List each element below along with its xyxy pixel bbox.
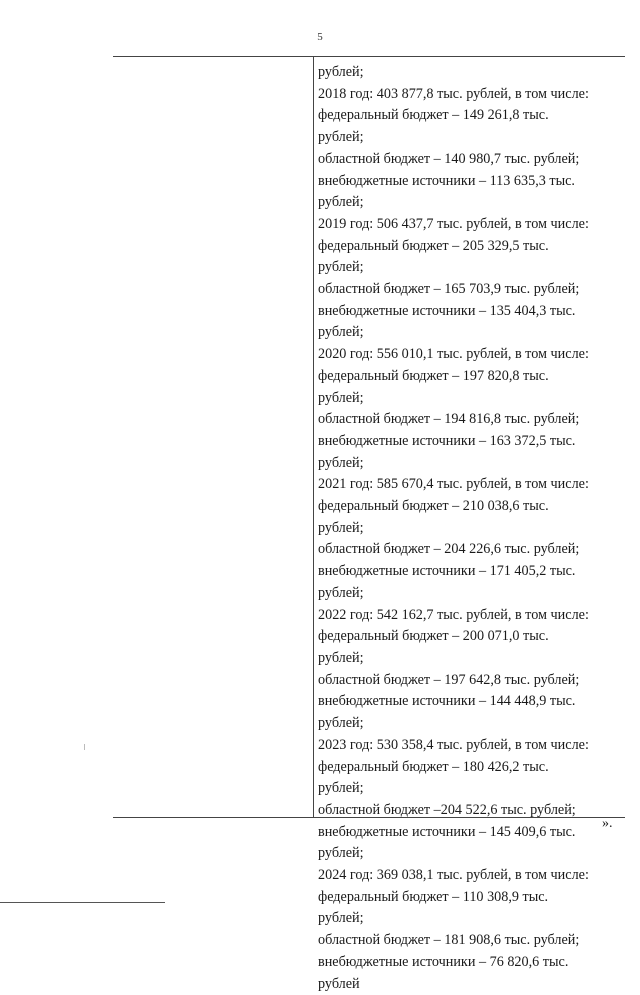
funding-line: рублей; xyxy=(318,129,364,146)
funding-line: областной бюджет – 165 703,9 тыс. рублей; xyxy=(318,281,580,298)
funding-line: рублей; xyxy=(318,519,364,536)
funding-line: внебюджетные источники – 171 405,2 тыс. xyxy=(318,563,576,580)
funding-line: областной бюджет –204 522,6 тыс. рублей; xyxy=(318,801,576,818)
table-label-cell xyxy=(113,57,313,817)
funding-line: областной бюджет – 197 642,8 тыс. рублей; xyxy=(318,671,580,688)
funding-line: рублей xyxy=(318,975,360,992)
funding-line: областной бюджет – 194 816,8 тыс. рублей; xyxy=(318,411,580,428)
funding-line: федеральный бюджет – 180 426,2 тыс. xyxy=(318,758,549,775)
funding-line: рублей; xyxy=(318,64,364,80)
funding-line: рублей; xyxy=(318,324,364,341)
funding-line: 2019 год: 506 437,7 тыс. рублей, в том числе: xyxy=(318,215,589,232)
funding-line: рублей; xyxy=(318,715,364,732)
funding-line: областной бюджет – 181 908,6 тыс. рублей; xyxy=(318,932,580,949)
funding-line: областной бюджет – 140 980,7 тыс. рублей; xyxy=(318,150,580,167)
funding-line: 2022 год: 542 162,7 тыс. рублей, в том числе: xyxy=(318,606,589,623)
funding-line: 2024 год: 369 038,1 тыс. рублей, в том числе: xyxy=(318,867,589,884)
funding-line: 2021 год: 585 670,4 тыс. рублей, в том числе: xyxy=(318,476,589,493)
funding-line: федеральный бюджет – 197 820,8 тыс. xyxy=(318,367,549,384)
funding-line: федеральный бюджет – 205 329,5 тыс. xyxy=(318,237,549,254)
funding-line: 2023 год: 530 358,4 тыс. рублей, в том числе: xyxy=(318,736,589,753)
funding-line: рублей; xyxy=(318,649,364,666)
funding-line: областной бюджет – 204 226,6 тыс. рублей; xyxy=(318,541,580,558)
funding-details-cell xyxy=(318,62,625,995)
funding-line: рублей; xyxy=(318,389,364,406)
margin-mark xyxy=(84,744,85,750)
footnote-rule xyxy=(0,902,165,903)
funding-line: рублей; xyxy=(318,454,364,471)
column-divider xyxy=(313,57,314,817)
funding-line: рублей; xyxy=(318,780,364,797)
funding-line: 2020 год: 556 010,1 тыс. рублей, в том числе: xyxy=(318,346,589,363)
funding-line: рублей; xyxy=(318,194,364,211)
funding-line: рублей; xyxy=(318,259,364,276)
funding-line: рублей; xyxy=(318,910,364,927)
funding-line: внебюджетные источники – 113 635,3 тыс. xyxy=(318,172,575,189)
page-number: 5 xyxy=(317,31,323,43)
funding-line: 2018 год: 403 877,8 тыс. рублей, в том числе: xyxy=(318,85,589,102)
funding-line: внебюджетные источники – 144 448,9 тыс. xyxy=(318,693,576,710)
funding-line: федеральный бюджет – 149 261,8 тыс. xyxy=(318,107,549,124)
funding-line: федеральный бюджет – 210 038,6 тыс. xyxy=(318,498,549,515)
funding-line: внебюджетные источники – 163 372,5 тыс. xyxy=(318,432,576,449)
funding-line: внебюджетные источники – 76 820,6 тыс. xyxy=(318,953,569,970)
funding-line: федеральный бюджет – 200 071,0 тыс. xyxy=(318,628,549,645)
funding-line: федеральный бюджет – 110 308,9 тыс. xyxy=(318,888,549,905)
funding-table xyxy=(113,56,625,992)
funding-line: внебюджетные источники – 135 404,3 тыс. xyxy=(318,302,576,319)
funding-line: внебюджетные источники – 145 409,6 тыс. xyxy=(318,823,576,840)
closing-quote-mark: ». xyxy=(602,816,613,831)
funding-line: рублей; xyxy=(318,584,364,601)
funding-line: рублей; xyxy=(318,845,364,862)
